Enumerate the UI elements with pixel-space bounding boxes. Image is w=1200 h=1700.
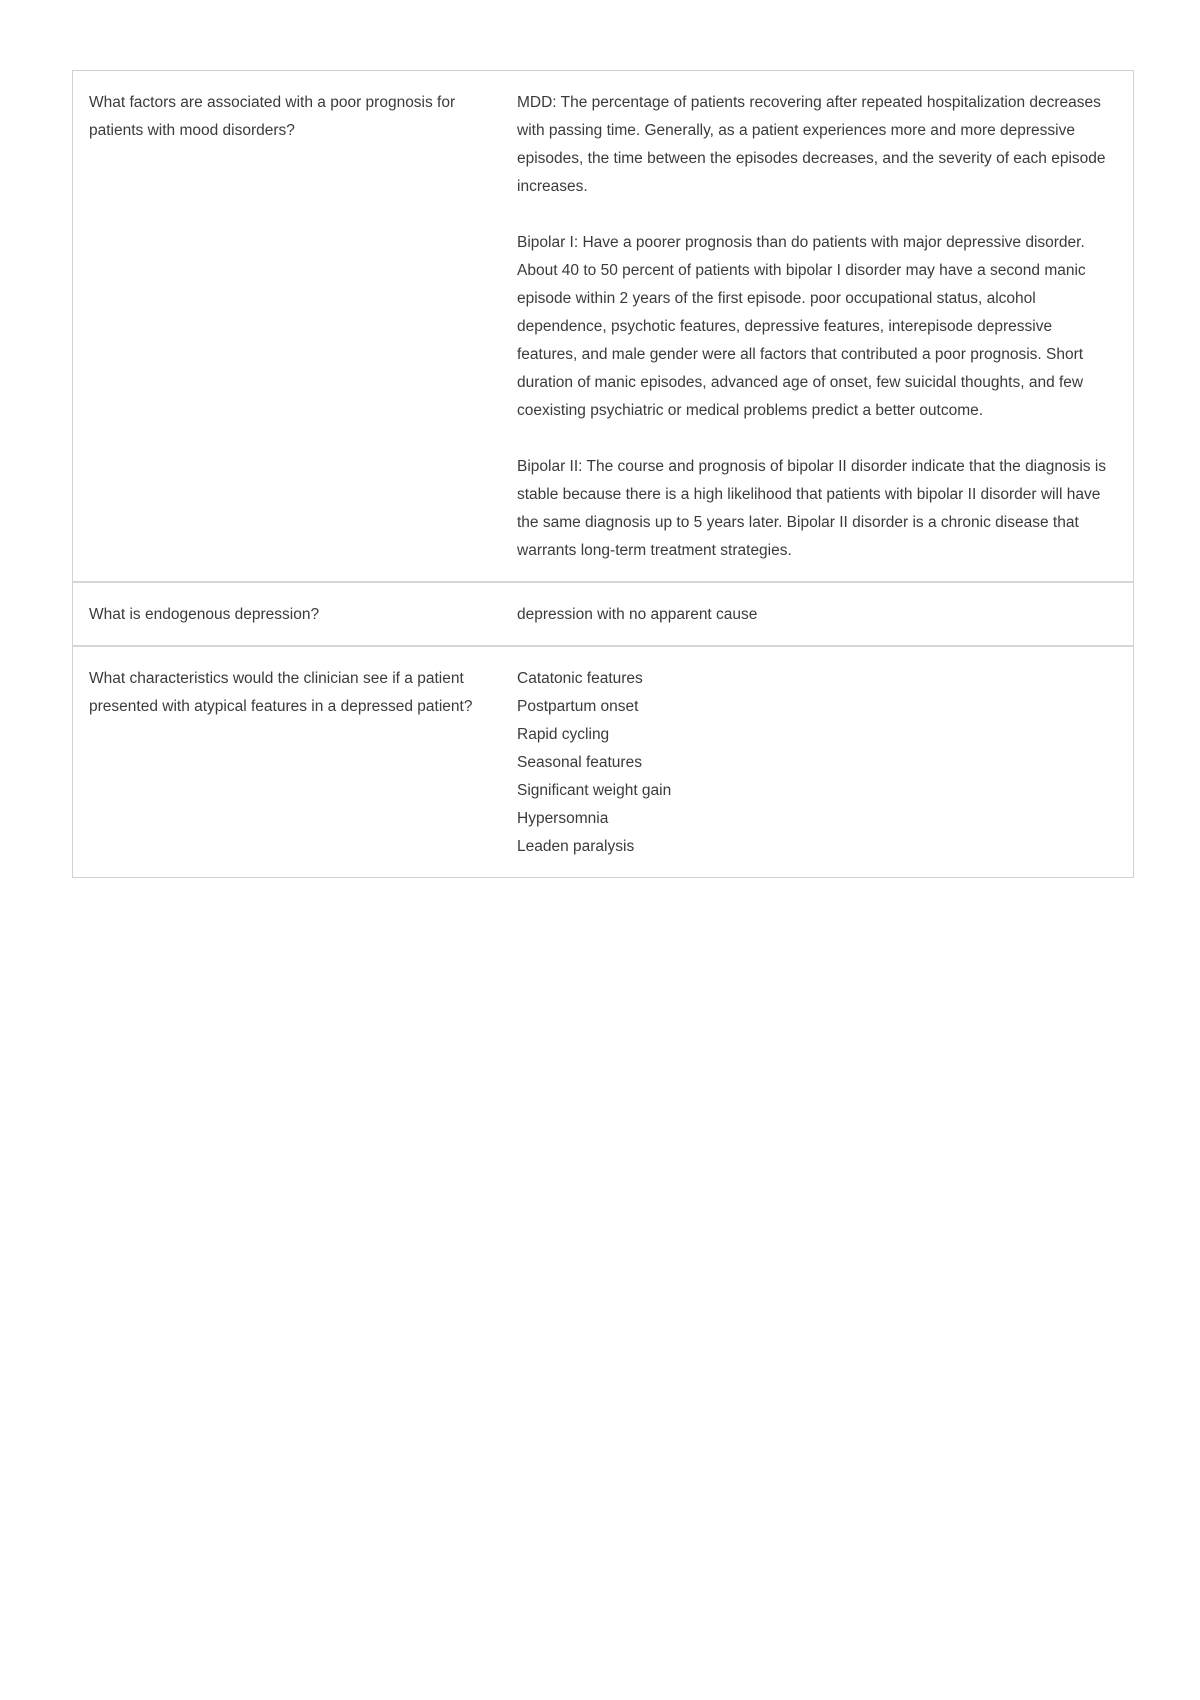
card-term: What characteristics would the clinician see if a patient presented with atypical features in a depressed patient? [89,670,473,715]
definition-line: Significant weight gain [517,782,672,799]
definition-line: Hypersomnia [517,810,609,827]
flashcard-table [72,70,1134,878]
definition-line: Leaden paralysis [517,838,635,855]
definition-line: Catatonic features [517,670,643,687]
card-term: What is endogenous depression? [89,606,320,623]
card-row [73,581,1133,645]
card-definition [517,647,1133,877]
definition-line: Postpartum onset [517,698,639,715]
definition-paragraph-bipolar-2: Bipolar II: The course and prognosis of bipolar II disorder indicate that the diagnosis is stable because there is a high likelihood that patients with bipolar II disorder will have the same diagnosis up to 5 years later. Bipolar II disorder is a chronic disease that warrants long-term treatment strategies. [517,458,1107,559]
card-definition [517,71,1133,581]
definition-line: Rapid cycling [517,726,610,743]
definition-paragraph-bipolar-1: Bipolar I: Have a poorer prognosis than do patients with major depressive disorder. About 40 to 50 percent of patients with bipolar I disorder may have a second manic episode within 2 years of the first episode. poor occupational status, alcohol dependence, psychotic features, depressive features, interepisode depressive features, and male gender were all factors that contributed a poor prognosis. Short duration of manic episodes, advanced age of onset, few suicidal thoughts, and few coexisting psychiatric or medical problems predict a better outcome. [517,234,1086,419]
card-definition: depression with no apparent cause [517,606,758,623]
card-row [73,645,1133,877]
definition-paragraph-mdd: MDD: The percentage of patients recovering after repeated hospitalization decreases with passing time. Generally, as a patient experiences more and more depressive episodes, the time between the episodes decreases, and the severity of each episode increases. [517,94,1106,195]
definition-line: Seasonal features [517,754,642,771]
card-row [73,71,1133,581]
card-term: What factors are associated with a poor prognosis for patients with mood disorders? [89,94,456,139]
